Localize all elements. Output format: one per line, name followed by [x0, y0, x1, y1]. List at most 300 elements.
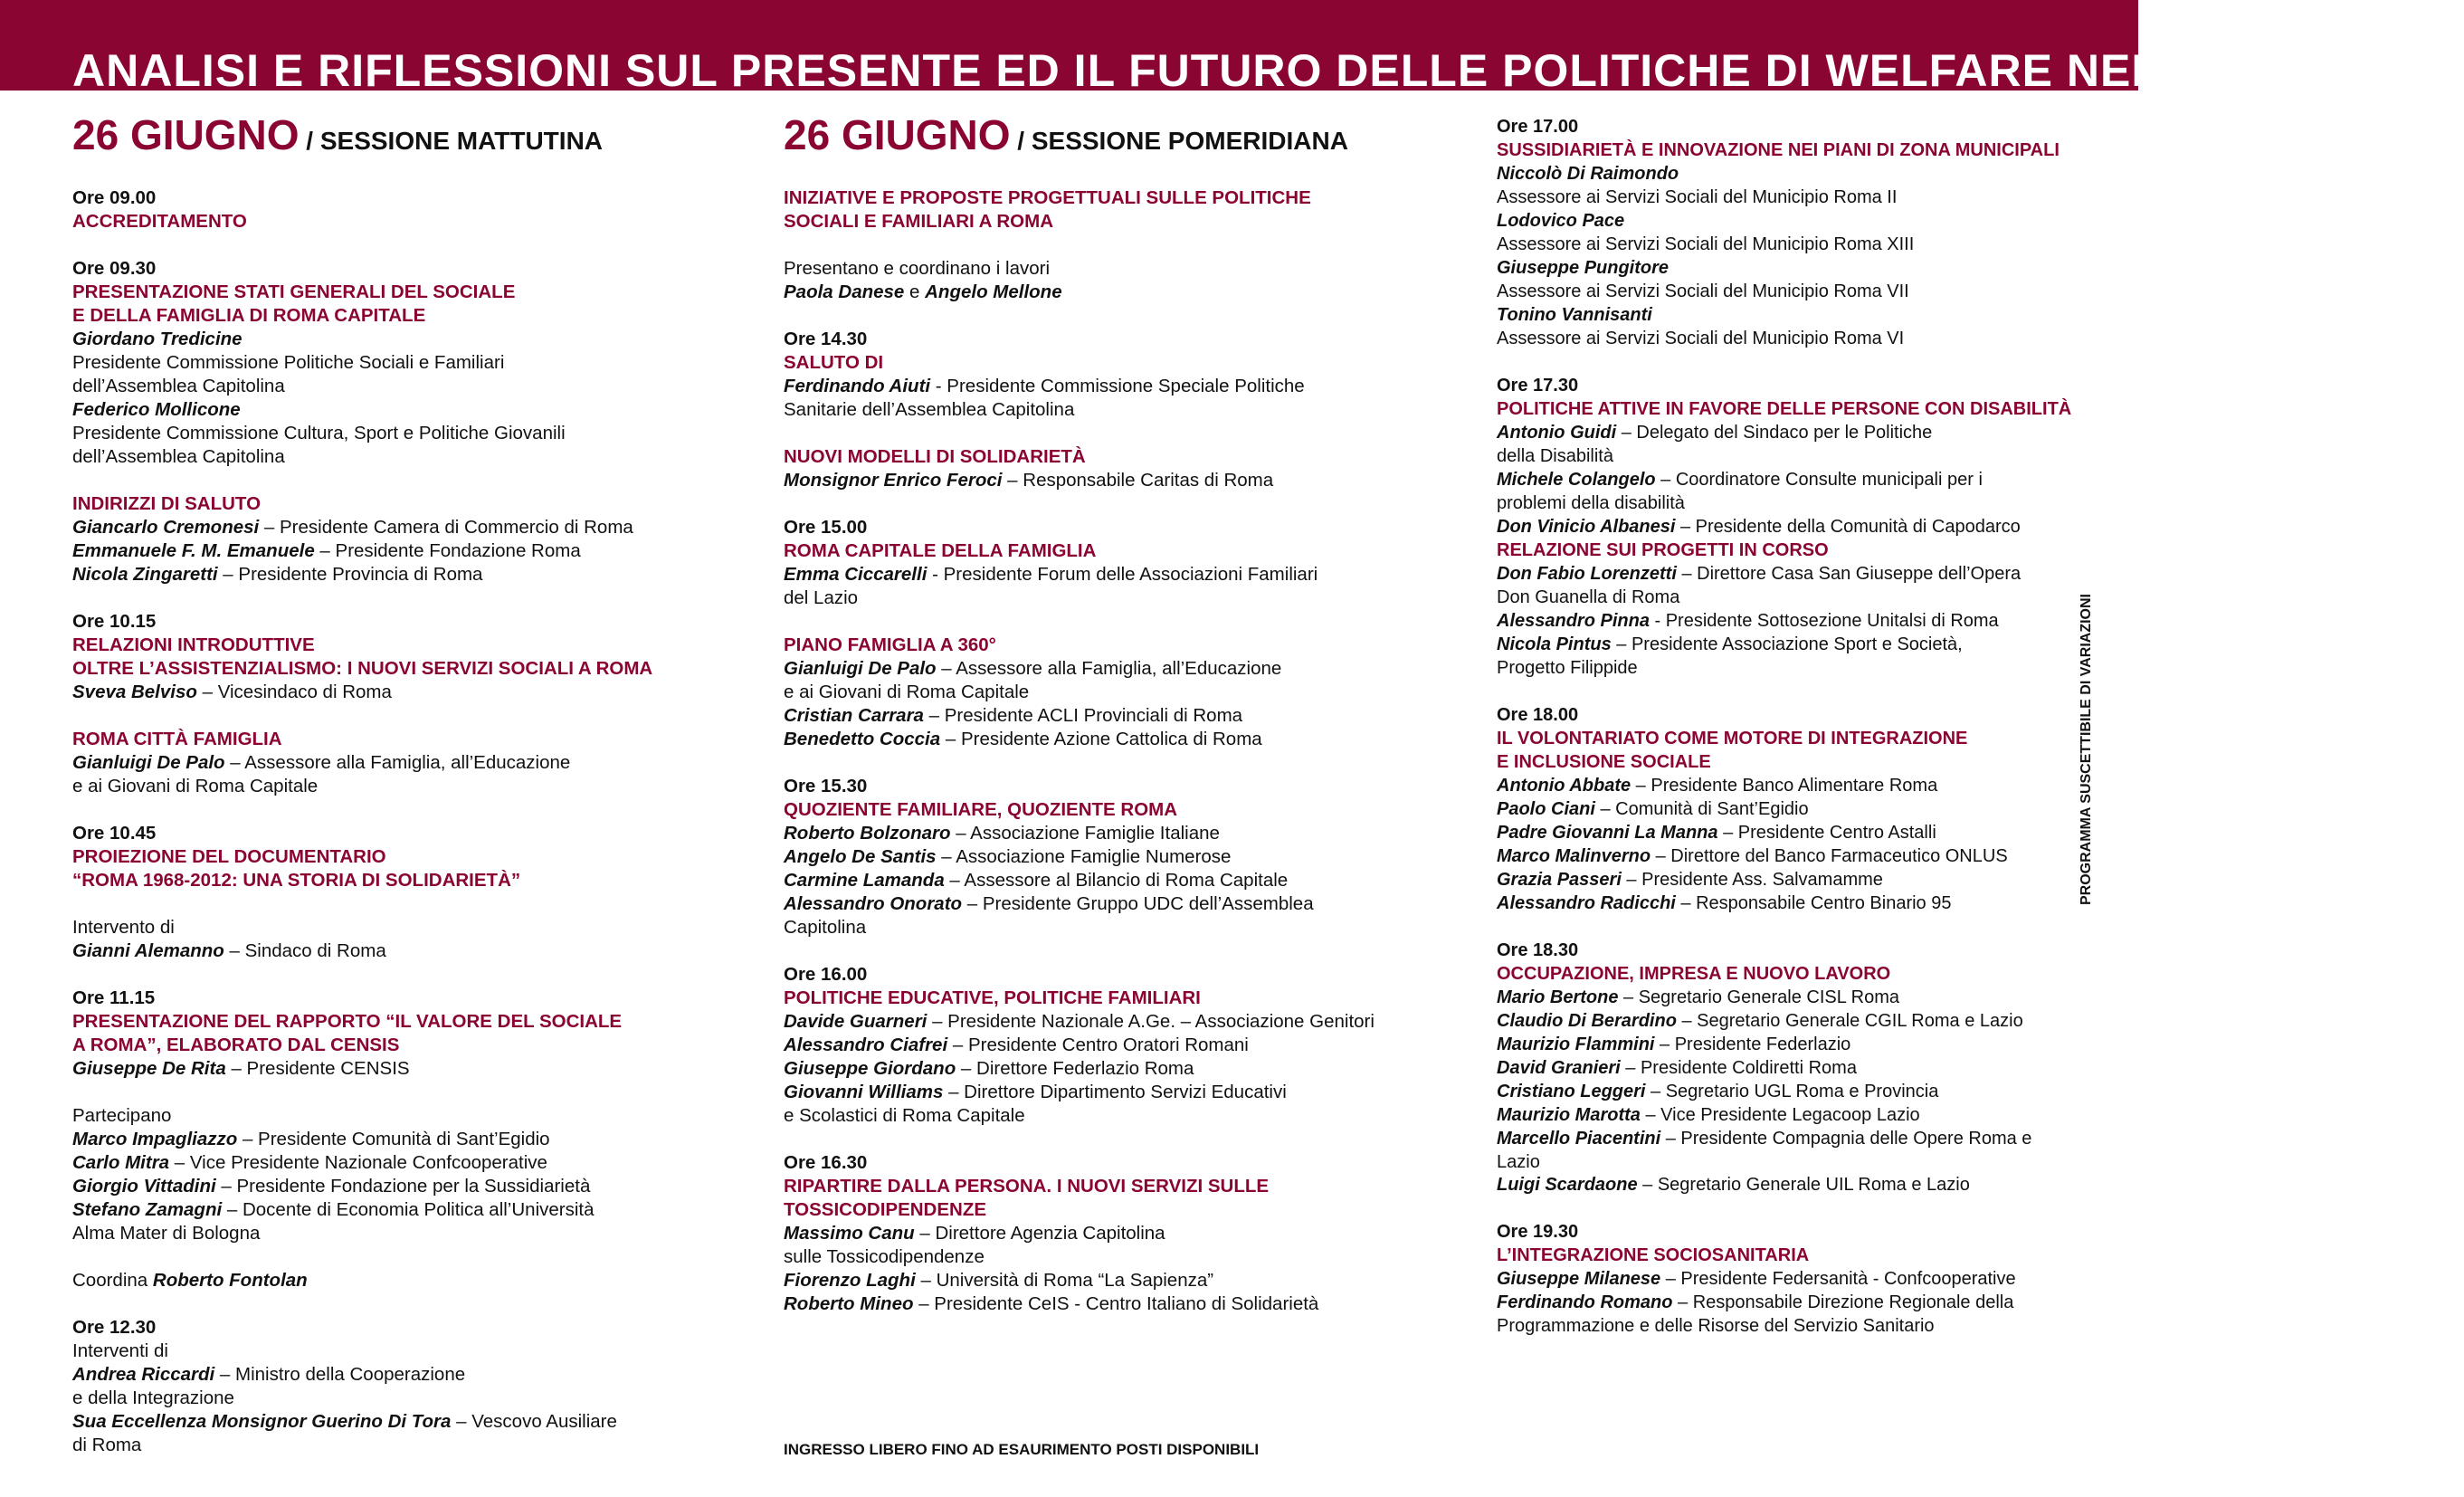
role-text: Coordina: [72, 1270, 153, 1291]
time-line: [72, 822, 742, 845]
role-text: – Responsabile Caritas di Roma: [1002, 470, 1274, 491]
speaker-line: [784, 1034, 1453, 1057]
program-block: [72, 1316, 742, 1457]
role-text: – Direttore Casa San Giuseppe dell’Opera: [1676, 564, 2022, 584]
speaker-line: [784, 375, 1453, 398]
program-blocks: [1497, 116, 2076, 1339]
topic-heading: [784, 351, 1453, 375]
topic-title: OLTRE L’ASSISTENZIALISMO: I NUOVI SERVIZI SOCIALI A ROMA: [72, 658, 653, 679]
time-line: [1497, 1221, 2076, 1244]
session-heading: [784, 110, 1453, 168]
speaker-name: Mario Bertone: [1497, 987, 1619, 1007]
role-text: – Presidente Provincia di Roma: [217, 564, 483, 585]
speaker-name: Luigi Scardaone: [1497, 1175, 1638, 1195]
program-block: [784, 186, 1453, 234]
speaker-line: [72, 1387, 742, 1410]
speaker-line: [72, 1057, 742, 1081]
program-block: [72, 610, 742, 704]
topic-heading: [72, 657, 742, 681]
speaker-name: Maurizio Flammini: [1497, 1035, 1655, 1054]
speaker-line: [784, 657, 1453, 681]
speaker-line: [784, 704, 1453, 728]
speaker-line: [1497, 1104, 2076, 1128]
topic-title: INIZIATIVE E PROPOSTE PROGETTUALI SULLE POLITICHE: [784, 187, 1311, 208]
speaker-line: [1497, 1315, 2076, 1339]
speaker-line: [784, 728, 1453, 751]
program-block: [72, 492, 742, 586]
topic-title: A ROMA”, ELABORATO DAL CENSIS: [72, 1035, 400, 1055]
role-text: – Docente di Economia Politica all’Università: [222, 1199, 595, 1220]
topic-title: ROMA CITTÀ FAMIGLIA: [72, 729, 282, 749]
topic-title: QUOZIENTE FAMILIARE, QUOZIENTE ROMA: [784, 799, 1178, 820]
role-text: Programmazione e delle Risorse del Servizio Sanitario: [1497, 1316, 1935, 1336]
speaker-line: [784, 1104, 1453, 1128]
speaker-name: Claudio Di Berardino: [1497, 1011, 1677, 1031]
speaker-line: [72, 351, 742, 375]
role-text: – Presidente Camera di Commercio di Roma: [259, 517, 633, 538]
speaker-line: [1497, 210, 2076, 234]
speaker-name: Carlo Mitra: [72, 1152, 170, 1173]
speaker-line: [72, 1198, 742, 1222]
role-text: – Presidente CENSIS: [225, 1058, 410, 1079]
speaker-line: [72, 1175, 742, 1198]
speaker-line: [784, 281, 1453, 304]
role-text: – Presidente Nazionale A.Ge. – Associazione Genitori: [927, 1011, 1375, 1032]
speaker-name: Maurizio Marotta: [1497, 1105, 1641, 1125]
role-text: – Ministro della Cooperazione: [214, 1364, 466, 1385]
speaker-line: [1497, 163, 2076, 186]
speaker-name: Sveva Belviso: [72, 682, 197, 702]
column-morning: [72, 110, 742, 1481]
speaker-name: Cristian Carrara: [784, 705, 924, 726]
speaker-name: Emmanuele F. M. Emanuele: [72, 540, 315, 561]
topic-title: “ROMA 1968-2012: UNA STORIA DI SOLIDARIETÀ”: [72, 870, 521, 891]
program-block: [72, 728, 742, 798]
speaker-line: [784, 563, 1453, 586]
speaker-line: [1497, 987, 2076, 1010]
session-time: Ore 17.00: [1497, 117, 1579, 137]
speaker-name: Paolo Ciani: [1497, 799, 1595, 819]
session-heading: [72, 110, 742, 168]
session-time: Ore 10.15: [72, 611, 157, 632]
role-text: – Responsabile Centro Binario 95: [1675, 893, 1952, 913]
speaker-line: [72, 681, 742, 704]
topic-heading: [784, 634, 1453, 657]
role-text: – Direttore Federlazio Roma: [956, 1058, 1194, 1079]
speaker-name: Massimo Canu: [784, 1223, 915, 1244]
speaker-line: [1497, 281, 2076, 304]
speaker-name: Roberto Bolzonaro: [784, 823, 951, 844]
session-time: Ore 09.30: [72, 258, 157, 279]
session-date: 26 GIUGNO: [784, 111, 1011, 158]
column-evening: [1497, 116, 2076, 1362]
topic-heading: [72, 845, 742, 869]
role-text: – Vicesindaco di Roma: [196, 682, 392, 702]
speaker-line: [72, 1434, 742, 1457]
speaker-line: [72, 892, 742, 916]
program-block: [784, 516, 1453, 610]
topic-title: POLITICHE ATTIVE IN FAVORE DELLE PERSONE CON DISABILITÀ: [1497, 399, 2072, 419]
speaker-name: Alessandro Ciafrei: [784, 1035, 948, 1055]
role-text: della Disabilità: [1497, 446, 1613, 466]
role-text: - Presidente Sottosezione Unitalsi di Roma: [1649, 611, 1999, 631]
role-text: – Presidente Centro Astalli: [1717, 823, 1936, 843]
topic-heading: [72, 1034, 742, 1057]
topic-title: NUOVI MODELLI DI SOLIDARIETÀ: [784, 446, 1086, 467]
time-line: [784, 1151, 1453, 1175]
role-text: – Vice Presidente Legacoop Lazio: [1640, 1105, 1920, 1125]
role-text: e della Integrazione: [72, 1387, 234, 1408]
topic-heading: [72, 492, 742, 516]
speaker-line: [72, 1410, 742, 1434]
program-block: [784, 634, 1453, 751]
role-text: – Delegato del Sindaco per le Politiche: [1616, 423, 1933, 443]
side-note-text: PROGRAMMA SUSCETTIBILE DI VARIAZIONI: [2079, 594, 2094, 905]
speaker-line: [72, 775, 742, 798]
speaker-line: [1497, 1292, 2076, 1315]
time-line: [72, 257, 742, 281]
role-text: Don Guanella di Roma: [1497, 587, 1680, 607]
speaker-name: Gianluigi De Palo: [72, 752, 225, 773]
speaker-line: [72, 328, 742, 351]
speaker-name: Sua Eccellenza Monsignor Guerino Di Tora: [72, 1411, 452, 1432]
program-block: [72, 257, 742, 469]
speaker-name: Don Vinicio Albanesi: [1497, 517, 1676, 537]
speaker-line: [784, 469, 1453, 492]
speaker-line: [784, 845, 1453, 869]
role-text: Sanitarie dell’Assemblea Capitolina: [784, 399, 1075, 420]
speaker-name: Padre Giovanni La Manna: [1497, 823, 1718, 843]
session-time: Ore 18.30: [1497, 940, 1579, 960]
program-block: [1497, 116, 2076, 351]
role-text: e ai Giovani di Roma Capitale: [72, 776, 319, 796]
role-text: dell’Assemblea Capitolina: [72, 376, 285, 396]
program-block: [784, 1151, 1453, 1316]
session-time: Ore 19.30: [1497, 1222, 1579, 1242]
speaker-name: Andrea Riccardi: [72, 1364, 215, 1385]
topic-heading: [784, 539, 1453, 563]
speaker-line: [1497, 257, 2076, 281]
role-text: di Roma: [72, 1435, 142, 1455]
speaker-line: [72, 1081, 742, 1104]
role-text: – Presidente Gruppo UDC dell’Assemblea: [962, 893, 1314, 914]
role-text: – Direttore del Banco Farmaceutico ONLUS: [1651, 846, 2008, 866]
speaker-line: [1497, 328, 2076, 351]
session-time: Ore 18.00: [1497, 705, 1579, 725]
speaker-name: Marco Impagliazzo: [72, 1129, 238, 1149]
speaker-name: Paola Danese: [784, 281, 905, 302]
topic-heading: [1497, 728, 2076, 751]
role-text: – Direttore Dipartimento Servizi Educativi: [943, 1082, 1287, 1102]
role-text: – Presidente Compagnia delle Opere Roma e Lazio: [1497, 1129, 2032, 1172]
session-time: Ore 16.00: [784, 964, 868, 985]
topic-title: E INCLUSIONE SOCIALE: [1497, 752, 1711, 772]
session-time: Ore 16.30: [784, 1152, 868, 1173]
program-block: [784, 328, 1453, 422]
speaker-name: Antonio Guidi: [1497, 423, 1617, 443]
program-block: [1497, 1221, 2076, 1339]
role-text: – Coordinatore Consulte municipali per i: [1655, 470, 1983, 490]
role-text: Progetto Filippide: [1497, 658, 1638, 678]
speaker-name: Federico Mollicone: [72, 399, 241, 420]
speaker-line: [1497, 892, 2076, 916]
time-line: [72, 987, 742, 1010]
speaker-line: [784, 398, 1453, 422]
session-time: Ore 17.30: [1497, 376, 1579, 396]
role-text: Intervento di: [72, 917, 175, 938]
session-time: Ore 11.15: [72, 987, 156, 1008]
program-block: [72, 987, 742, 1292]
topic-heading: [72, 210, 742, 234]
role-text: – Presidente Banco Alimentare Roma: [1631, 776, 1938, 796]
speaker-line: [1497, 516, 2076, 539]
speaker-line: [72, 916, 742, 939]
role-text: dell’Assemblea Capitolina: [72, 446, 285, 467]
speaker-line: [72, 751, 742, 775]
role-text: – Presidente Coldiretti Roma: [1620, 1058, 1857, 1078]
topic-title: RELAZIONI INTRODUTTIVE: [72, 634, 315, 655]
role-text: – Presidente Fondazione per la Sussidiarietà: [215, 1176, 591, 1197]
speaker-line: [1497, 1128, 2076, 1174]
topic-title: SUSSIDIARIETÀ E INNOVAZIONE NEI PIANI DI ZONA MUNICIPALI: [1497, 140, 2060, 160]
topic-heading: [1497, 751, 2076, 775]
program-block: [1497, 704, 2076, 916]
speaker-line: [72, 375, 742, 398]
topic-title: PRESENTAZIONE DEL RAPPORTO “IL VALORE DEL SOCIALE: [72, 1011, 623, 1032]
speaker-name: Grazia Passeri: [1497, 870, 1622, 890]
speaker-name: Nicola Pintus: [1497, 634, 1612, 654]
speaker-name: Ferdinando Aiuti: [784, 376, 931, 396]
speaker-line: [784, 1245, 1453, 1269]
program-blocks: [72, 186, 742, 1457]
topic-heading: [784, 987, 1453, 1010]
role-text: Partecipano: [72, 1105, 172, 1126]
topic-title: OCCUPAZIONE, IMPRESA E NUOVO LAVORO: [1497, 964, 1891, 984]
role-text: – Presidente Fondazione Roma: [314, 540, 581, 561]
role-text: Presentano e coordinano i lavori: [784, 258, 1051, 279]
speaker-line: [784, 892, 1453, 916]
speaker-name: Roberto Mineo: [784, 1293, 914, 1314]
role-text: sulle Tossicodipendenze: [784, 1246, 985, 1267]
role-text: – Direttore Agenzia Capitolina: [914, 1223, 1165, 1244]
role-text: Assessore ai Servizi Sociali del Municipio Roma VI: [1497, 329, 1905, 348]
topic-title: SALUTO DI: [784, 352, 884, 373]
speaker-line: [1497, 1081, 2076, 1104]
speaker-line: [1497, 1034, 2076, 1057]
role-text: – Associazione Famiglie Numerose: [936, 846, 1232, 867]
speaker-line: [1497, 869, 2076, 892]
program-blocks: [784, 186, 1453, 1316]
role-text: - Presidente Commissione Speciale Politiche: [930, 376, 1305, 396]
speaker-name: Angelo De Santis: [784, 846, 937, 867]
role-text: – Comunità di Sant’Egidio: [1594, 799, 1809, 819]
time-line: [784, 516, 1453, 539]
time-line: [72, 1316, 742, 1340]
speaker-line: [72, 939, 742, 963]
speaker-name: Cristiano Leggeri: [1497, 1082, 1646, 1101]
role-text: – Sindaco di Roma: [224, 940, 386, 961]
speaker-name: Ferdinando Romano: [1497, 1292, 1673, 1312]
speaker-name: Marcello Piacentini: [1497, 1129, 1661, 1149]
role-text: - Presidente Forum delle Associazioni Familiari: [927, 564, 1318, 585]
role-text: problemi della disabilità: [1497, 493, 1685, 513]
topic-heading: [72, 304, 742, 328]
speaker-name: Angelo Mellone: [925, 281, 1062, 302]
speaker-line: [784, 1010, 1453, 1034]
session-label: / SESSIONE MATTUTINA: [299, 127, 604, 155]
session-time: Ore 12.30: [72, 1317, 157, 1338]
program-block: [1497, 939, 2076, 1197]
speaker-line: [72, 422, 742, 445]
session-time: Ore 09.00: [72, 187, 157, 208]
topic-title: IL VOLONTARIATO COME MOTORE DI INTEGRAZIONE: [1497, 729, 1968, 748]
speaker-name: Giuseppe Giordano: [784, 1058, 956, 1079]
speaker-name: Nicola Zingaretti: [72, 564, 218, 585]
topic-heading: [72, 869, 742, 892]
speaker-line: [1497, 657, 2076, 681]
speaker-line: [784, 1269, 1453, 1292]
time-line: [784, 775, 1453, 798]
topic-title: POLITICHE EDUCATIVE, POLITICHE FAMILIARI: [784, 987, 1201, 1008]
speaker-name: Antonio Abbate: [1497, 776, 1632, 796]
speaker-line: [1497, 822, 2076, 845]
speaker-line: [784, 1222, 1453, 1245]
program-block: [1497, 375, 2076, 681]
speaker-name: Roberto Fontolan: [152, 1270, 308, 1291]
topic-heading: [72, 1010, 742, 1034]
role-text: – Segretario Generale CISL Roma: [1618, 987, 1899, 1007]
topic-title: PROIEZIONE DEL DOCUMENTARIO: [72, 846, 386, 867]
role-text: – Università di Roma “La Sapienza”: [915, 1270, 1214, 1291]
topic-heading: [1497, 539, 2076, 563]
speaker-name: Alessandro Onorato: [784, 893, 963, 914]
speaker-name: Lodovico Pace: [1497, 211, 1625, 231]
speaker-line: [1497, 845, 2076, 869]
role-text: Assessore ai Servizi Sociali del Municipio Roma VII: [1497, 281, 1909, 301]
topic-title: E DELLA FAMIGLIA DI ROMA CAPITALE: [72, 305, 426, 326]
speaker-line: [72, 1363, 742, 1387]
speaker-name: Giancarlo Cremonesi: [72, 517, 260, 538]
speaker-line: [1497, 1268, 2076, 1292]
time-line: [1497, 704, 2076, 728]
session-time: Ore 14.30: [784, 329, 868, 349]
role-text: – Assessore alla Famiglia, all’Educazione: [936, 658, 1282, 679]
speaker-line: [784, 1292, 1453, 1316]
role-text: – Presidente CeIS - Centro Italiano di Solidarietà: [913, 1293, 1319, 1314]
speaker-line: [72, 1269, 742, 1292]
topic-heading: [1497, 963, 2076, 987]
topic-heading: [784, 210, 1453, 234]
time-line: [72, 610, 742, 634]
role-text: e ai Giovani di Roma Capitale: [784, 682, 1030, 702]
program-block: [784, 963, 1453, 1128]
session-date: 26 GIUGNO: [72, 111, 300, 158]
speaker-name: Davide Guarneri: [784, 1011, 928, 1032]
program-block: [784, 775, 1453, 939]
speaker-line: [784, 1081, 1453, 1104]
role-text: – Vescovo Ausiliare: [451, 1411, 617, 1432]
speaker-line: [1497, 1174, 2076, 1197]
program-block: [784, 445, 1453, 492]
speaker-line: [72, 1151, 742, 1175]
speaker-line: [784, 586, 1453, 610]
speaker-name: Alessandro Pinna: [1497, 611, 1650, 631]
speaker-line: [72, 563, 742, 586]
topic-title: L’INTEGRAZIONE SOCIOSANITARIA: [1497, 1245, 1810, 1265]
topic-heading: [784, 1175, 1453, 1198]
speaker-line: [72, 516, 742, 539]
speaker-name: Benedetto Coccia: [784, 729, 941, 749]
speaker-line: [72, 1128, 742, 1151]
topic-title: RIPARTIRE DALLA PERSONA. I NUOVI SERVIZI SULLE: [784, 1176, 1270, 1197]
speaker-name: Giovanni Williams: [784, 1082, 944, 1102]
speaker-line: [1497, 492, 2076, 516]
speaker-line: [1497, 422, 2076, 445]
role-text: e Scolastici di Roma Capitale: [784, 1105, 1025, 1126]
speaker-line: [1497, 445, 2076, 469]
speaker-line: [784, 822, 1453, 845]
session-time: Ore 15.30: [784, 776, 868, 796]
speaker-name: Giorgio Vittadini: [72, 1176, 216, 1197]
topic-heading: [784, 445, 1453, 469]
speaker-name: Gianluigi De Palo: [784, 658, 937, 679]
topic-heading: [72, 634, 742, 657]
topic-title: RELAZIONE SUI PROGETTI IN CORSO: [1497, 540, 1829, 560]
role-text: del Lazio: [784, 587, 859, 608]
speaker-line: [784, 681, 1453, 704]
topic-title: PRESENTAZIONE STATI GENERALI DEL SOCIALE: [72, 281, 516, 302]
topic-heading: [784, 186, 1453, 210]
speaker-name: Don Fabio Lorenzetti: [1497, 564, 1677, 584]
role-text: – Segretario UGL Roma e Provincia: [1645, 1082, 1939, 1101]
speaker-name: Alessandro Radicchi: [1497, 893, 1676, 913]
speaker-name: Michele Colangelo: [1497, 470, 1656, 490]
role-text: e: [904, 281, 926, 302]
speaker-name: Carmine Lamanda: [784, 870, 945, 891]
topic-title: PIANO FAMIGLIA A 360°: [784, 634, 996, 655]
speaker-name: Gianni Alemanno: [72, 940, 224, 961]
page-title: ANALISI E RIFLESSIONI SUL PRESENTE ED IL FUTURO DELLE POLITICHE DI WELFARE NELLA CAPITALE: [72, 45, 2464, 96]
speaker-line: [1497, 634, 2076, 657]
speaker-name: Stefano Zamagni: [72, 1199, 223, 1220]
speaker-name: Niccolò Di Raimondo: [1497, 164, 1679, 184]
speaker-line: [72, 539, 742, 563]
role-text: – Vice Presidente Nazionale Confcooperative: [169, 1152, 547, 1173]
role-text: – Assessore alla Famiglia, all’Educazione: [224, 752, 571, 773]
role-text: – Presidente Azione Cattolica di Roma: [940, 729, 1262, 749]
speaker-name: Monsignor Enrico Feroci: [784, 470, 1003, 491]
time-line: [784, 328, 1453, 351]
role-text: – Presidente Ass. Salvamamme: [1621, 870, 1883, 890]
speaker-line: [784, 1057, 1453, 1081]
session-label: / SESSIONE POMERIDIANA: [1010, 127, 1348, 155]
session-time: Ore 15.00: [784, 517, 868, 538]
speaker-line: [1497, 586, 2076, 610]
role-text: Presidente Commissione Politiche Sociali e Familiari: [72, 352, 505, 373]
role-text: – Assessore al Bilancio di Roma Capitale: [944, 870, 1289, 891]
topic-title: ROMA CAPITALE DELLA FAMIGLIA: [784, 540, 1097, 561]
speaker-line: [1497, 304, 2076, 328]
time-line: [1497, 375, 2076, 398]
speaker-name: Giordano Tredicine: [72, 329, 243, 349]
session-time: Ore 10.45: [72, 823, 157, 844]
role-text: Assessore ai Servizi Sociali del Municipio Roma II: [1497, 187, 1898, 207]
speaker-line: [1497, 186, 2076, 210]
speaker-name: Giuseppe Pungitore: [1497, 258, 1670, 278]
program-block: [784, 257, 1453, 304]
role-text: Capitolina: [784, 917, 867, 938]
topic-heading: [1497, 398, 2076, 422]
